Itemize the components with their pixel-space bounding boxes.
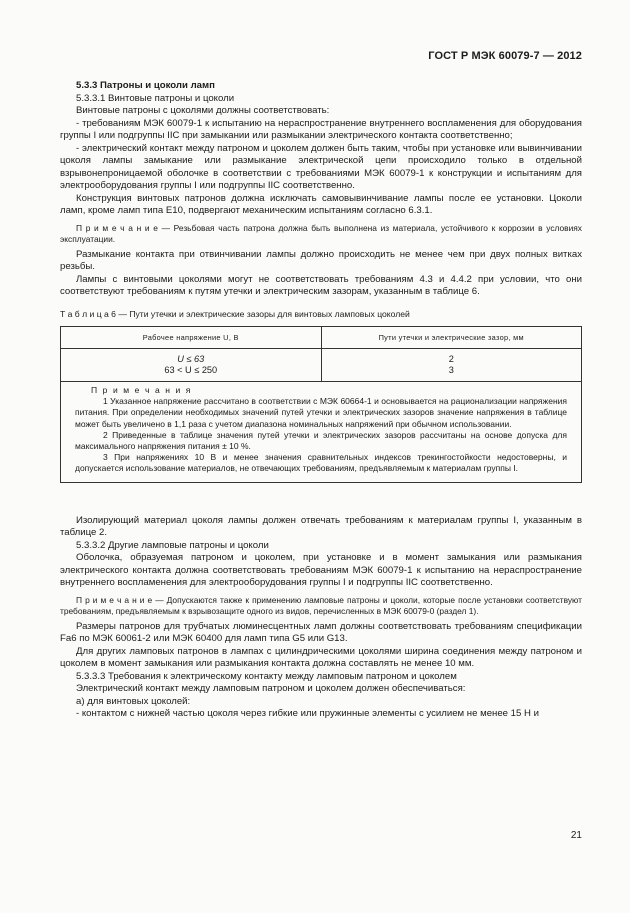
note-label: П р и м е ч а н и е (76, 594, 153, 605)
table-row-1-voltage: U ≤ 63 (177, 354, 205, 364)
document-header: ГОСТ Р МЭК 60079-7 — 2012 (428, 50, 582, 62)
section-heading: 5.3.3 Патроны и цоколи ламп (76, 80, 215, 91)
paragraph: Размыкание контакта при отвинчивании лампы должно происходить не менее чем при двух полных витках резьбы. (60, 248, 582, 272)
table-note-2: 2 Приведенные в таблице значения путей утечки и электрических зазоров рассчитаны на основе допуска для максимального напряжения питания ± 10 %. (75, 429, 567, 452)
table-row-2-value: 3 (448, 365, 454, 375)
table-note-1: 1 Указанное напряжение рассчитано в соответствии с МЭК 60664-1 и основывается на рационализации напряжения питания. При определении необходимых значений путей утечки и электрических зазоров значение напряжения в таблице может быть увеличено в 1,1 раза с учетом диапазона номинальных напряжений при обычном использовании. (75, 396, 567, 429)
paragraph: Электрический контакт между ламповым патроном и цоколем должен обеспечиваться: (76, 683, 466, 695)
table-note-3: 3 При напряжениях 10 В и менее значения сравнительных индексов трекингостойкости недостоверны, и допускается использование материалов, не отвечающих требованиям, предъявляемым к материалам группы I. (75, 452, 567, 474)
table-cell-distance (321, 349, 582, 382)
paragraph: - требованиям МЭК 60079-1 к испытанию на нераспространение внутреннего воспламенения для оборудования группы I или подгруппы IIC при замыкании или размыкании электрического контакта соответственно; (60, 117, 582, 141)
subsection-heading: 5.3.3.3 Требования к электрическому контакту между ламповым патроном и цоколем (76, 670, 457, 682)
note-label: П р и м е ч а н и е (76, 222, 158, 233)
table-caption (60, 308, 582, 321)
table-cell-voltage (61, 349, 322, 382)
paragraph: Для других ламповых патронов в лампах с цилиндрическими цоколями ширина соединения между патроном и цоколем в момент замыкания или размыкания контакта должна составлять не менее 10 мм. (60, 645, 582, 670)
creepage-table (60, 326, 582, 483)
paragraph: Оболочка, образуемая патроном и цоколем, при установке и в момент замыкания или размыкания электрического контакта должна соответствовать требованиям МЭК 60079-1 к испытанию на нераспространение внутреннего воспламенения для электрооборудования группы I и подгруппы IIC соответственно. (60, 552, 582, 589)
subsection-heading: 5.3.3.2 Другие ламповые патроны и цоколи (76, 539, 269, 551)
table-row-2-voltage: 63 < U ≤ 250 (164, 365, 218, 375)
table-notes-title: П р и м е ч а н и я (91, 385, 193, 395)
table-header-voltage: Рабочее напряжение U, В (61, 327, 322, 349)
table-header-distance: Пути утечки и электрические зазор, мм (321, 327, 582, 349)
paragraph: Конструкция винтовых патронов должна исключать самовывинчивание лампы после ее установки. Цоколи ламп, кроме ламп типа E10, подвергают механическим испытаниям согласно 6.3.1. (60, 192, 582, 216)
note-text: — Резьбовая часть патрона должна быть выполнена из материала, устойчивого к коррозии в условиях эксплуатации. (60, 222, 582, 244)
paragraph: - контактом c нижней частью цоколя через гибкие или пружинные элементы с усилием не менее 15 Н и (76, 708, 539, 720)
table-caption-label: Т а б л и ц а (60, 308, 109, 319)
body-text (60, 80, 582, 721)
table-caption-text: 6 — Пути утечки и электрические зазоры для винтовых ламповых цоколей (108, 308, 410, 319)
table-row-1-value: 2 (448, 354, 454, 364)
table-notes (61, 382, 582, 483)
page-number: 21 (570, 830, 582, 841)
note-text: — Допускаются также к применению ламповые патроны и цоколи, которые после установки соответствуют требованиям, предъявляемым к взрывозащите одного из видов, перечисленных в МЭК 60079-0 (раздел 1). (60, 594, 582, 616)
subsection-heading: 5.3.3.1 Винтовые патроны и цоколи (76, 92, 235, 104)
paragraph: - электрический контакт между патроном и цоколем должен быть таким, чтобы при установке или вывинчивании цоколя лампы замыкание или размыкание электрической цепи происходило только в отдельной взрывонепроницаемой оболочке в соответствии с требованиями МЭК 60079-1 к конструкции и испытаниям для электрооборудования группы I или подгруппы IIC соответственно. (60, 142, 582, 191)
paragraph: Размеры патронов для трубчатых люминесцентных ламп должны соответствовать требованиям спецификации Fa6 по МЭК 60061-2 или МЭК 60400 для ламп типа G5 или G13. (60, 620, 582, 645)
paragraph: Изолирующий материал цоколя лампы должен отвечать требованиям к материалам группы I, указанным в таблице 2. (60, 514, 582, 539)
paragraph: Винтовые патроны с цоколями должны соответствовать: (76, 105, 330, 116)
note (60, 595, 582, 617)
paragraph: а) для винтовых цоколей: (76, 695, 191, 707)
paragraph: Лампы с винтовыми цоколями могут не соответствовать требованиям 4.3 и 4.4.2 при условии, что они соответствуют требованиям к путям утечки и электрическим зазорам, указанным в таблице 6. (60, 273, 582, 297)
note (60, 223, 582, 245)
